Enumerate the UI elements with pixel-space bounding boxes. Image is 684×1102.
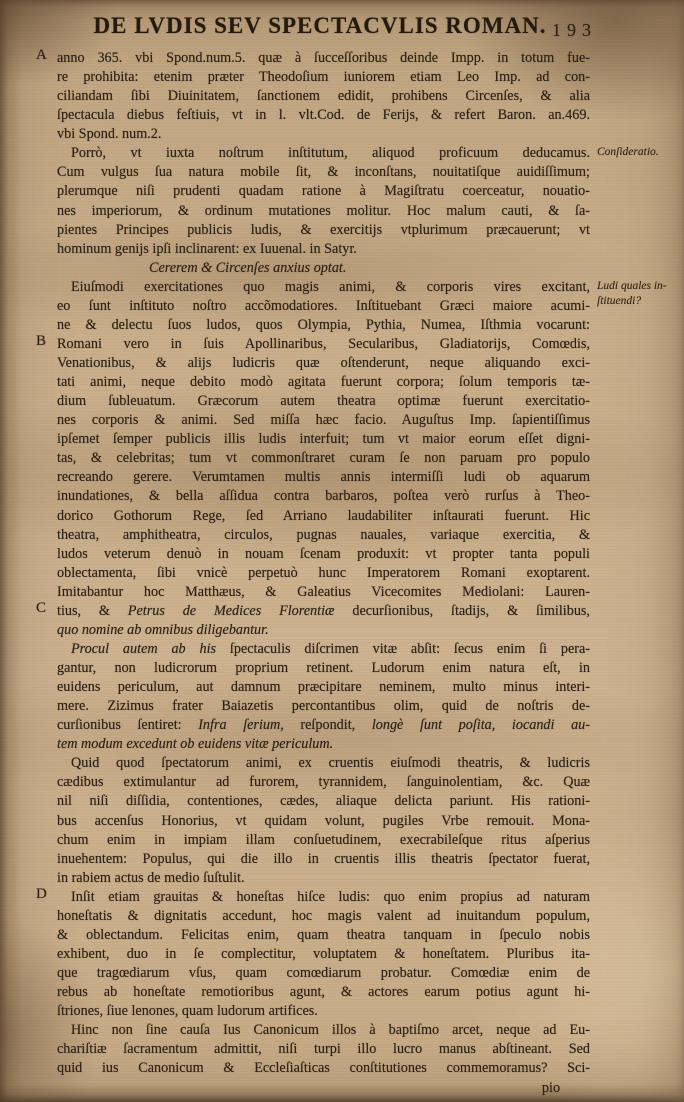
text-segment: exhibent, duo in ſe complectitur, voluptatem & honeſtatem. Pluribus ita- [57,945,590,962]
text-segment: nes corporis & animi. Sed miſſa hæc facio. Auguſtus Imp. ſapientiſſimus [57,412,590,429]
text-segment: tem modum excedunt ob euidens vitæ periculum. [57,736,334,753]
margin-note-line: ſtituendi? [597,295,642,308]
text-line [57,240,590,259]
text-segment: euidens periculum, aut damnum præcipitare neminem, multo minus interi- [57,679,590,696]
text-line [57,1059,590,1078]
text-segment: Hinc non ſine cauſa Ius Canonicum illos à baptiſmo arcet, neque ad Eu- [71,1022,590,1039]
text-segment: recreando gerere. Verumtamen multis annis intermiſſi ludi ob aquarum [57,469,590,486]
text-line [57,564,590,583]
page-number: 193 [552,20,597,40]
text-segment: vbi Spond. num.2. [57,126,162,143]
text-segment: Inſit etiam grauitas & honeſtas hiſce ludis: quo enim propius ad naturam [71,888,590,905]
margin-note-2 [597,279,679,310]
italic-phrase: Petrus de Medices Florentiæ [127,602,335,619]
text-segment: dium ſubleuatum. Græcorum autem theatra optimæ fuerunt exercitatio- [57,393,590,410]
text-line [57,773,590,792]
text-segment: ſpectaculis diſcrimen vitæ abſit: ſecus enim ſi pera- [229,640,590,657]
text-segment: Venationibus, & alijs ludicris quæ oſtenderunt, neque aliquando exci- [57,355,590,371]
text-segment: re prohibita: etenim præter Theodoſium iuniorem etiam Leo Imp. ad con- [57,69,590,86]
text-line [57,526,590,545]
text-line [57,1002,590,1021]
text-segment: chum enim in impiam illam conſuetudinem, execrabileſque ritus aſperius [57,831,590,848]
text-line [57,983,590,1002]
text-segment: , reſpondit, [280,717,372,734]
text-line [57,850,590,869]
text-line [57,316,590,335]
text-segment: ne & delectu ſuos ludos, quos Olympia, Pythia, Numea, Iſthmia vocarunt: [57,316,590,333]
text-segment: bus accenſus Honorius, vt quidam volunt, pugiles Vrbe remouit. Mona- [57,812,590,829]
text-segment: ſtriones, ſiue lenones, quam ludorum artifices. [57,1003,318,1020]
text-segment: ciliandam ſibi Diuinitatem, ſanctionem edidit, prohibens Circenſes, & alia [57,88,590,105]
text-segment: Quid quod ſpectatorum animi, ex cruentis eiuſmodi theatris, & ludicris [71,755,590,772]
margin-ref-letter-a: A [36,47,47,63]
text-line [57,449,590,468]
text-segment: rebus ab honeſtate remotioribus agunt, & actores earum potius agunt hi- [57,984,590,1001]
text-line [57,812,590,831]
text-line [57,754,590,773]
text-segment: Imitabantur hoc Matthæus, & Galeatius Vicecomites Mediolani: Lauren- [57,583,590,600]
text-line [57,1040,590,1059]
text-line [57,621,590,640]
text-line [57,926,590,945]
text-segment: nes imperiorum, & ordinum mutationes molitur. Hoc malum cauti, & ſa- [57,202,590,219]
text-line [57,144,590,163]
text-line [57,697,590,716]
text-line [57,221,590,240]
text-line [57,545,590,564]
margin-ref-letter-b: B [36,333,47,350]
text-segment: anno 365. vbi Spond.num.5. quæ à ſucceſſoribus deinde Impp. in totum fue- [57,50,590,66]
text-line [57,49,590,68]
text-segment: cædibus extimulantur ad furorem, tyrannidem, ſanguinolentiam, &c. Quæ [57,774,590,791]
text-line [57,487,590,506]
text-segment: Porrò, vt iuxta noſtrum inſtitutum, aliquod proficuum deducamus. [71,145,590,162]
text-line [57,87,590,106]
text-line [57,297,590,316]
text-segment: quid ius Canonicum & Eccleſiaſticas conſtitutiones commemoramus? Sci- [57,1060,590,1077]
text-line [57,602,590,621]
italic-phrase: Procul autem ab his [71,640,230,657]
margin-ref-letter-d: D [36,886,47,903]
text-segment: Cererem & Circenſes anxius optat. [149,259,347,276]
text-segment: & oblectandum. Felicitas enim, quam theatra tanquam in ſpeculo nobis [57,926,590,943]
margin-note-1 [597,145,679,161]
text-line [57,1021,590,1040]
text-line [57,583,590,602]
text-segment: nil niſi diſſidia, contentiones, cædes, aliaque delicta pariunt. His rationi- [57,793,590,810]
text-segment: honeſtatis & dignitatis accedunt, hoc magis valent ad inuitandum populum, [57,907,590,924]
text-line [57,182,590,201]
italic-phrase: longè ſunt poſita, iocandi au- [371,717,590,734]
text-line [57,125,590,144]
text-line [57,507,590,526]
text-line [57,831,590,850]
text-line [57,945,590,964]
verse-quote-line [57,259,590,278]
text-segment: inundationes, & bella aſſidua contra barbaros, poſtea verò rurſus à Theo- [57,488,590,505]
text-segment: gantur, non ludicrorum proprium retinent. Ludorum enim natura eſt, in [57,660,590,676]
text-segment: ludos veterum denuò in nouam ſcenam produxit: vt propter tanta populi [57,545,590,562]
text-line [57,68,590,87]
text-segment: ſpectacula diebus feſtiuis, vt in l. vlt.Cod. de Ferijs, & refert Baron. an.469. [57,107,590,124]
text-line [57,678,590,697]
text-segment: tas, & celebritas; tum vt commonſtraret curam ſe non paruam pro populo [57,450,590,467]
text-segment: curſionibus ſentiret: [57,717,199,734]
text-line [57,735,590,754]
text-line [57,907,590,926]
text-segment: decurſionibus, ſtadijs, & ſimilibus, [334,602,590,619]
italic-phrase: Infra ſerium [198,717,281,734]
text-line [57,716,590,735]
text-line [57,964,590,983]
text-line [57,792,590,811]
text-segment: mere. Zizimus frater Baiazetis percontantibus olim, quid de noſtris de- [57,698,590,715]
text-line [57,640,590,659]
margin-ref-letter-c: C [36,600,47,617]
text-line [57,373,590,392]
text-segment: dorico Gothorum Rege, ſed Arriano laudabiliter inſtaurati fuerunt. Hic [57,507,590,524]
text-segment: hominum genijs ipſi inclinarent: ex Iuuenal. in Satyr. [57,240,357,257]
text-line [57,163,590,182]
text-segment: tati animi, neque debito modò agitata fuerunt corpora; ſolum temporis tæ- [57,374,590,391]
margin-note-line: Ludi quales in- [597,279,667,292]
text-segment: Romani vero in ſuis Apollinaribus, Secularibus, Gladiatorijs, Comœdis, [57,335,590,352]
text-line [57,888,590,907]
text-segment: quo nomine ab omnibus diligebantur. [57,621,269,638]
text-line [57,468,590,487]
text-line [57,354,590,373]
text-line [57,392,590,411]
text-segment: chariſtiæ ſacramentum admittit, niſi turpi illo lucro manus abſtineant. Sed [57,1041,590,1058]
text-segment: theatra, amphitheatra, circulos, pugnas nauales, variaque exercitia, & [57,526,590,543]
text-segment: pientes Principes publicis ludis, & exercitijs vtplurimum præcauerunt; vt [57,221,590,238]
text-line [57,411,590,430]
text-line [57,869,590,888]
text-segment: oblectamenta, ſibi vnicè perpetuò hunc Imperatorem Romani exoptarent. [57,564,590,581]
text-segment: tius, & [57,602,128,619]
text-segment: Cum vulgus ſua natura mobile ſit, & inconſtans, nouitatiſque auidiſſimum; [57,164,590,181]
text-line [57,202,590,221]
catchword: pio [541,1080,561,1096]
text-line [57,659,590,678]
text-line [57,106,590,125]
text-segment: eo ſunt inſtituto noſtro accõmodatiores. Inſtituebant Græci maiore acumi- [57,297,590,314]
text-segment: inuehentem: Populus, qui die illo in cruentis illis theatris ſpectator fuerat, [57,850,590,867]
margin-note-line: Conſideratio. [597,146,659,159]
text-segment: ipſemet ſemper publicis illis ludis interfuit; tum vt maior eorum eſſet digni- [57,431,590,448]
text-line [57,430,590,449]
body-text [57,49,590,1078]
text-line [57,335,590,354]
text-segment: in rabiem actus de medio ſuſtulit. [57,869,245,886]
text-segment: plerumque niſi prudenti quadam ratione à Magiſtratu coerceatur, nouatio- [57,183,590,200]
page-title: DE LVDIS SEV SPECTACVLIS ROMAN. [93,13,547,38]
text-segment: Eiuſmodi exercitationes quo magis animi, & corporis vires excitant, [71,278,590,295]
text-segment: que tragœdiarum vſus, quam comœdiarum probatur. Comœdiæ enim de [57,965,590,981]
text-line [57,278,590,297]
